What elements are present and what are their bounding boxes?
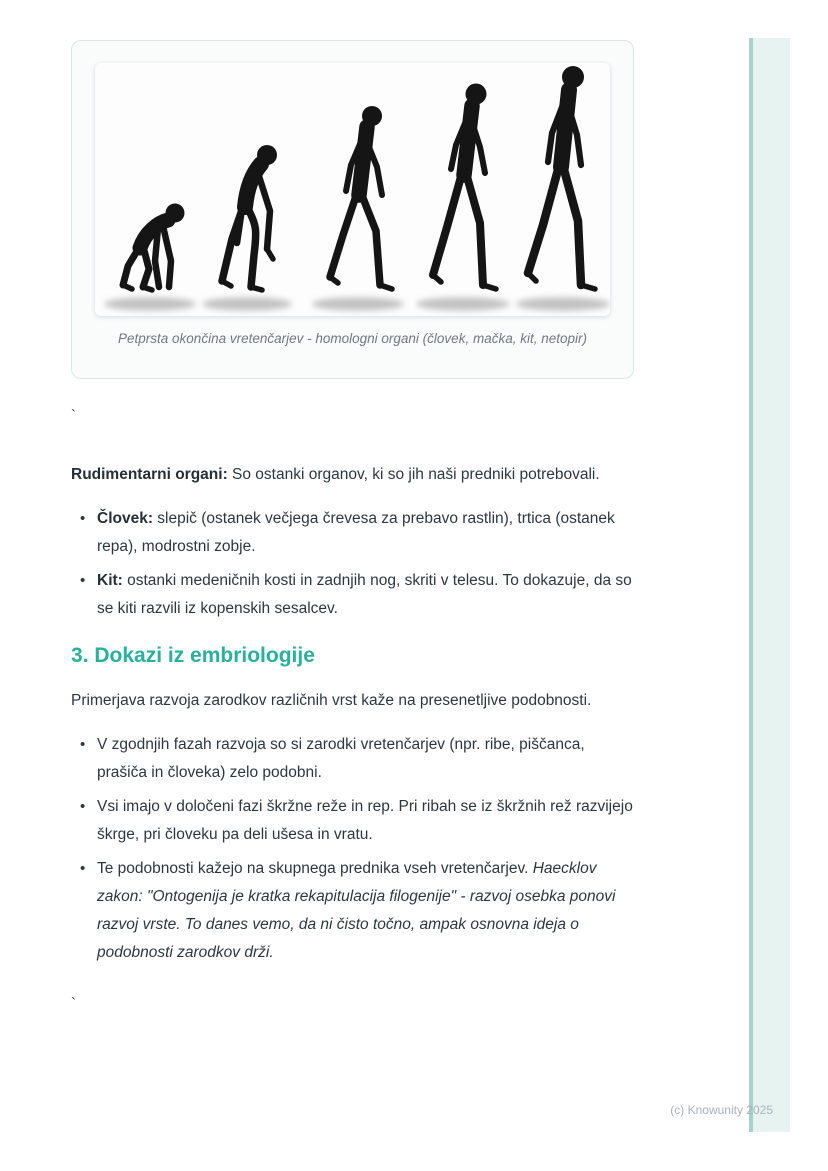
list-item-italic: Haecklov zakon: "Ontogenija je kratka rekapitulacija filogenije" - razvoj osebka ponovi razvoj vrste. To danes vemo, da ni čisto točno, ampak osnovna ideja o podobnosti zarodkov drži. xyxy=(97,860,616,961)
list-item-kit xyxy=(71,567,634,623)
right-accent-bar xyxy=(749,38,790,1132)
rudimentary-lead-rest: So ostanki organov, ki so jih naši predniki potrebovali. xyxy=(227,466,600,483)
silhouette-human xyxy=(433,84,496,290)
section-heading-embryology: 3. Dokazi iz embriologije xyxy=(71,644,315,667)
list-item-text: Te podobnosti kažejo na skupnega prednika vseh vretenčarjev. xyxy=(97,860,533,877)
list-item-clovek xyxy=(71,505,634,561)
silhouette-ape-crouching xyxy=(123,204,185,291)
evolution-silhouettes-graphic xyxy=(95,63,610,316)
figure-caption: Petprsta okončina vretenčarjev - homologni organi (človek, mačka, kit, netopir) xyxy=(118,331,587,346)
silhouette-ape-hunched xyxy=(222,145,277,290)
list-item-bold: Človek: xyxy=(97,510,153,527)
silhouette-early-hominid xyxy=(330,106,392,289)
list-item-text: Vsi imajo v določeni fazi škržne reže in rep. Pri ribah se iz škržnih rež razvijejo škrge, pri človeku pa deli ušesa in vratu. xyxy=(97,798,633,843)
content-column xyxy=(71,0,634,1013)
silhouette-modern-human xyxy=(528,66,595,289)
list-item-early-stages xyxy=(71,731,634,787)
rudimentary-list xyxy=(71,505,634,623)
stray-backtick-2: ` xyxy=(71,995,76,1012)
embryology-list xyxy=(71,731,634,967)
ground-shadows xyxy=(104,298,610,311)
list-item-gill-slits xyxy=(71,793,634,849)
list-item-text: slepič (ostanek večjega črevesa za prebavo rastlin), trtica (ostanek repa), modrostni zobje. xyxy=(97,510,615,555)
embryology-intro: Primerjava razvoja zarodkov različnih vrst kaže na presenetljive podobnosti. xyxy=(71,692,592,709)
stray-backtick-1: ` xyxy=(71,407,76,424)
copyright-footer: (c) Knowunity 2025 xyxy=(670,1103,773,1117)
rudimentary-lead-bold: Rudimentarni organi: xyxy=(71,466,228,483)
list-item-text: ostanki medeničnih kosti in zadnjih nog, skriti v telesu. To dokazuje, da so se kiti razvili iz kopenskih sesalcev. xyxy=(97,572,632,617)
list-item-common-ancestor xyxy=(71,855,634,967)
rudimentary-paragraph xyxy=(71,461,634,489)
list-item-bold: Kit: xyxy=(97,572,123,589)
list-item-text: V zgodnjih fazah razvoja so si zarodki vretenčarjev (npr. ribe, piščanca, prašiča in človeka) zelo podobni. xyxy=(97,736,585,781)
evolution-image xyxy=(95,63,610,316)
figure-card xyxy=(71,40,634,379)
